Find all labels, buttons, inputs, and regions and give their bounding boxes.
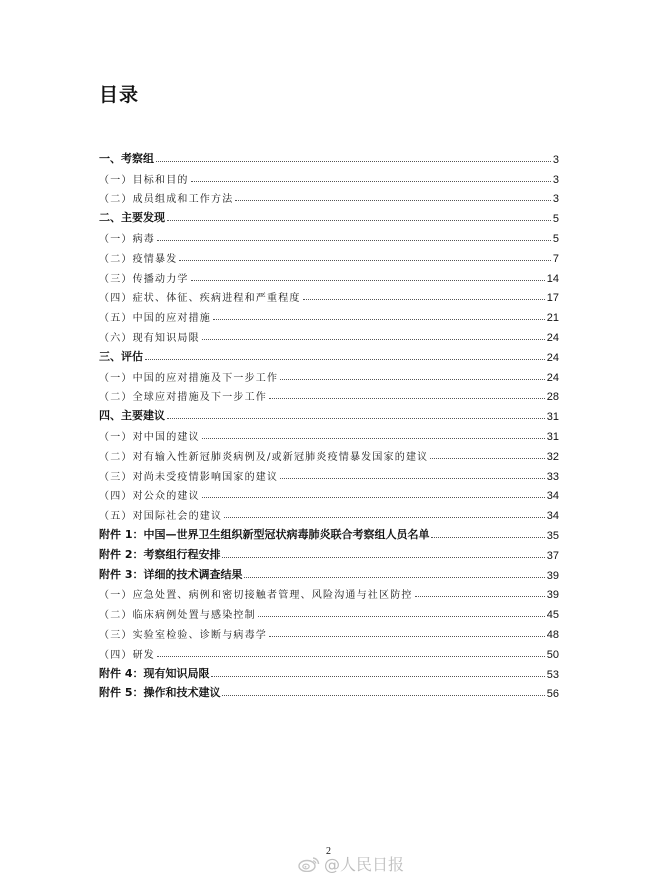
toc-entry-page: 34 bbox=[546, 490, 559, 503]
toc-entry-page: 7 bbox=[552, 252, 559, 265]
toc-entry-page: 17 bbox=[546, 292, 559, 305]
toc-leader-dots bbox=[157, 655, 545, 657]
toc-entry-page: 5 bbox=[552, 213, 559, 226]
toc-entry-label: （三）实验室检验、诊断与病毒学 bbox=[99, 629, 267, 641]
toc-entry[interactable] bbox=[99, 344, 559, 364]
toc-leader-dots bbox=[280, 477, 545, 479]
toc-entry[interactable] bbox=[99, 146, 559, 166]
toc-entry[interactable] bbox=[99, 403, 559, 423]
toc-entry-label: 附件 5：操作和技术建议 bbox=[99, 686, 221, 700]
toc-entry-label: 附件 1：中国—世界卫生组织新型冠状病毒肺炎联合考察组人员名单 bbox=[99, 527, 430, 541]
toc-leader-dots bbox=[431, 536, 544, 538]
toc-leader-dots bbox=[222, 556, 544, 558]
toc-leader-dots bbox=[202, 496, 545, 498]
toc-entry[interactable] bbox=[99, 304, 559, 324]
toc-entry-label: （一）病毒 bbox=[99, 233, 155, 245]
toc-entry-label: （一）中国的应对措施及下一步工作 bbox=[99, 372, 279, 384]
toc-entry-page: 28 bbox=[546, 391, 559, 404]
toc-leader-dots bbox=[191, 180, 551, 182]
toc-entry-label: 附件 2：考察组行程安排 bbox=[99, 547, 221, 561]
toc-entry-page: 34 bbox=[546, 510, 559, 523]
toc-entry-page: 3 bbox=[552, 193, 559, 206]
toc-entry-label: 四、主要建议 bbox=[99, 409, 165, 423]
page-number: 2 bbox=[326, 846, 331, 857]
toc-entry-page: 24 bbox=[546, 371, 559, 384]
toc-entry-page: 3 bbox=[552, 173, 559, 186]
toc-entry-label: （六）现有知识局限 bbox=[99, 332, 200, 344]
toc-entry[interactable] bbox=[99, 245, 559, 265]
toc-leader-dots bbox=[235, 199, 550, 201]
toc-entry-page: 39 bbox=[546, 569, 559, 582]
toc-entry-label: （一）对中国的建议 bbox=[99, 431, 200, 443]
toc-entry[interactable] bbox=[99, 186, 559, 206]
toc-entry[interactable] bbox=[99, 364, 559, 384]
toc-entry-page: 24 bbox=[546, 351, 559, 364]
toc-entry[interactable] bbox=[99, 384, 559, 404]
toc-entry-page: 14 bbox=[546, 272, 559, 285]
toc-entry-label: 附件 4：现有知识局限 bbox=[99, 666, 210, 680]
toc-entry-page: 35 bbox=[546, 529, 559, 542]
weibo-icon bbox=[298, 856, 320, 872]
toc-entry-label: 附件 3：详细的技术调查结果 bbox=[99, 567, 243, 581]
toc-leader-dots bbox=[145, 358, 545, 360]
toc-entry-page: 56 bbox=[546, 688, 559, 701]
toc-leader-dots bbox=[156, 160, 551, 162]
toc-leader-dots bbox=[167, 219, 551, 221]
toc-entry-label: （二）临床病例处置与感染控制 bbox=[99, 610, 256, 622]
toc-entry-page: 24 bbox=[546, 331, 559, 344]
toc-entry[interactable] bbox=[99, 483, 559, 503]
toc-entry-page: 5 bbox=[552, 232, 559, 245]
toc-entry-label: （四）症状、体征、疾病进程和严重程度 bbox=[99, 293, 301, 305]
toc-entry[interactable] bbox=[99, 285, 559, 305]
toc-entry[interactable] bbox=[99, 582, 559, 602]
toc-entry-label: （二）成员组成和工作方法 bbox=[99, 194, 234, 206]
toc-leader-dots bbox=[157, 239, 551, 241]
toc-entry-label: （一）应急处置、病例和密切接触者管理、风险沟通与社区防控 bbox=[99, 590, 413, 602]
toc-leader-dots bbox=[167, 417, 545, 419]
toc-entry-page: 50 bbox=[546, 648, 559, 661]
toc-entry[interactable] bbox=[99, 225, 559, 245]
toc-entry-page: 39 bbox=[546, 589, 559, 602]
toc-entry[interactable] bbox=[99, 463, 559, 483]
toc-entry-page: 33 bbox=[546, 470, 559, 483]
toc-entry[interactable] bbox=[99, 522, 559, 542]
toc-entry-page: 31 bbox=[546, 430, 559, 443]
toc-entry[interactable] bbox=[99, 641, 559, 661]
toc-entry[interactable] bbox=[99, 443, 559, 463]
toc-entry-label: （一）目标和目的 bbox=[99, 174, 189, 186]
toc-leader-dots bbox=[269, 635, 545, 637]
toc-entry-label: （五）中国的应对措施 bbox=[99, 313, 211, 325]
toc-leader-dots bbox=[415, 595, 545, 597]
toc-entry-label: （四）研发 bbox=[99, 649, 155, 661]
page-title: 目录 bbox=[99, 84, 140, 106]
toc-entry-label: （二）对有输入性新冠肺炎病例及/或新冠肺炎疫情暴发国家的建议 bbox=[99, 451, 429, 463]
toc-leader-dots bbox=[191, 279, 545, 281]
toc-leader-dots bbox=[303, 298, 545, 300]
toc-leader-dots bbox=[213, 318, 545, 320]
toc-entry-label: （三）对尚未受疫情影响国家的建议 bbox=[99, 471, 279, 483]
toc-entry[interactable] bbox=[99, 265, 559, 285]
toc-entry-label: （五）对国际社会的建议 bbox=[99, 511, 223, 523]
toc-entry-page: 37 bbox=[546, 549, 559, 562]
toc-leader-dots bbox=[202, 437, 545, 439]
toc-entry-label: （三）传播动力学 bbox=[99, 273, 189, 285]
toc-leader-dots bbox=[269, 397, 545, 399]
watermark-text: @人民日报 bbox=[324, 855, 405, 874]
toc-entry-page: 48 bbox=[546, 628, 559, 641]
table-of-contents bbox=[99, 146, 559, 700]
toc-leader-dots bbox=[258, 615, 545, 617]
toc-entry[interactable] bbox=[99, 681, 559, 701]
toc-entry[interactable] bbox=[99, 601, 559, 621]
toc-entry[interactable] bbox=[99, 205, 559, 225]
toc-entry-label: 三、评估 bbox=[99, 349, 143, 363]
toc-entry-page: 45 bbox=[546, 609, 559, 622]
toc-leader-dots bbox=[244, 576, 544, 578]
toc-entry[interactable] bbox=[99, 502, 559, 522]
toc-leader-dots bbox=[224, 516, 545, 518]
watermark bbox=[298, 852, 404, 875]
toc-leader-dots bbox=[430, 457, 544, 459]
toc-leader-dots bbox=[202, 338, 545, 340]
toc-entry-page: 3 bbox=[552, 153, 559, 166]
toc-entry[interactable] bbox=[99, 542, 559, 562]
toc-leader-dots bbox=[280, 378, 545, 380]
toc-entry-page: 53 bbox=[546, 668, 559, 681]
toc-leader-dots bbox=[211, 675, 544, 677]
toc-entry-page: 31 bbox=[546, 411, 559, 424]
toc-entry-label: （二）全球应对措施及下一步工作 bbox=[99, 392, 267, 404]
toc-entry-page: 32 bbox=[546, 450, 559, 463]
toc-entry[interactable] bbox=[99, 324, 559, 344]
toc-entry[interactable] bbox=[99, 166, 559, 186]
toc-entry[interactable] bbox=[99, 423, 559, 443]
toc-entry[interactable] bbox=[99, 621, 559, 641]
toc-entry[interactable] bbox=[99, 562, 559, 582]
toc-entry[interactable] bbox=[99, 661, 559, 681]
toc-entry-label: 一、考察组 bbox=[99, 151, 154, 165]
toc-leader-dots bbox=[222, 694, 544, 696]
toc-entry-label: （四）对公众的建议 bbox=[99, 491, 200, 503]
toc-entry-label: 二、主要发现 bbox=[99, 211, 165, 225]
toc-entry-label: （二）疫情暴发 bbox=[99, 253, 178, 265]
toc-leader-dots bbox=[179, 259, 550, 261]
toc-entry-page: 21 bbox=[546, 312, 559, 325]
